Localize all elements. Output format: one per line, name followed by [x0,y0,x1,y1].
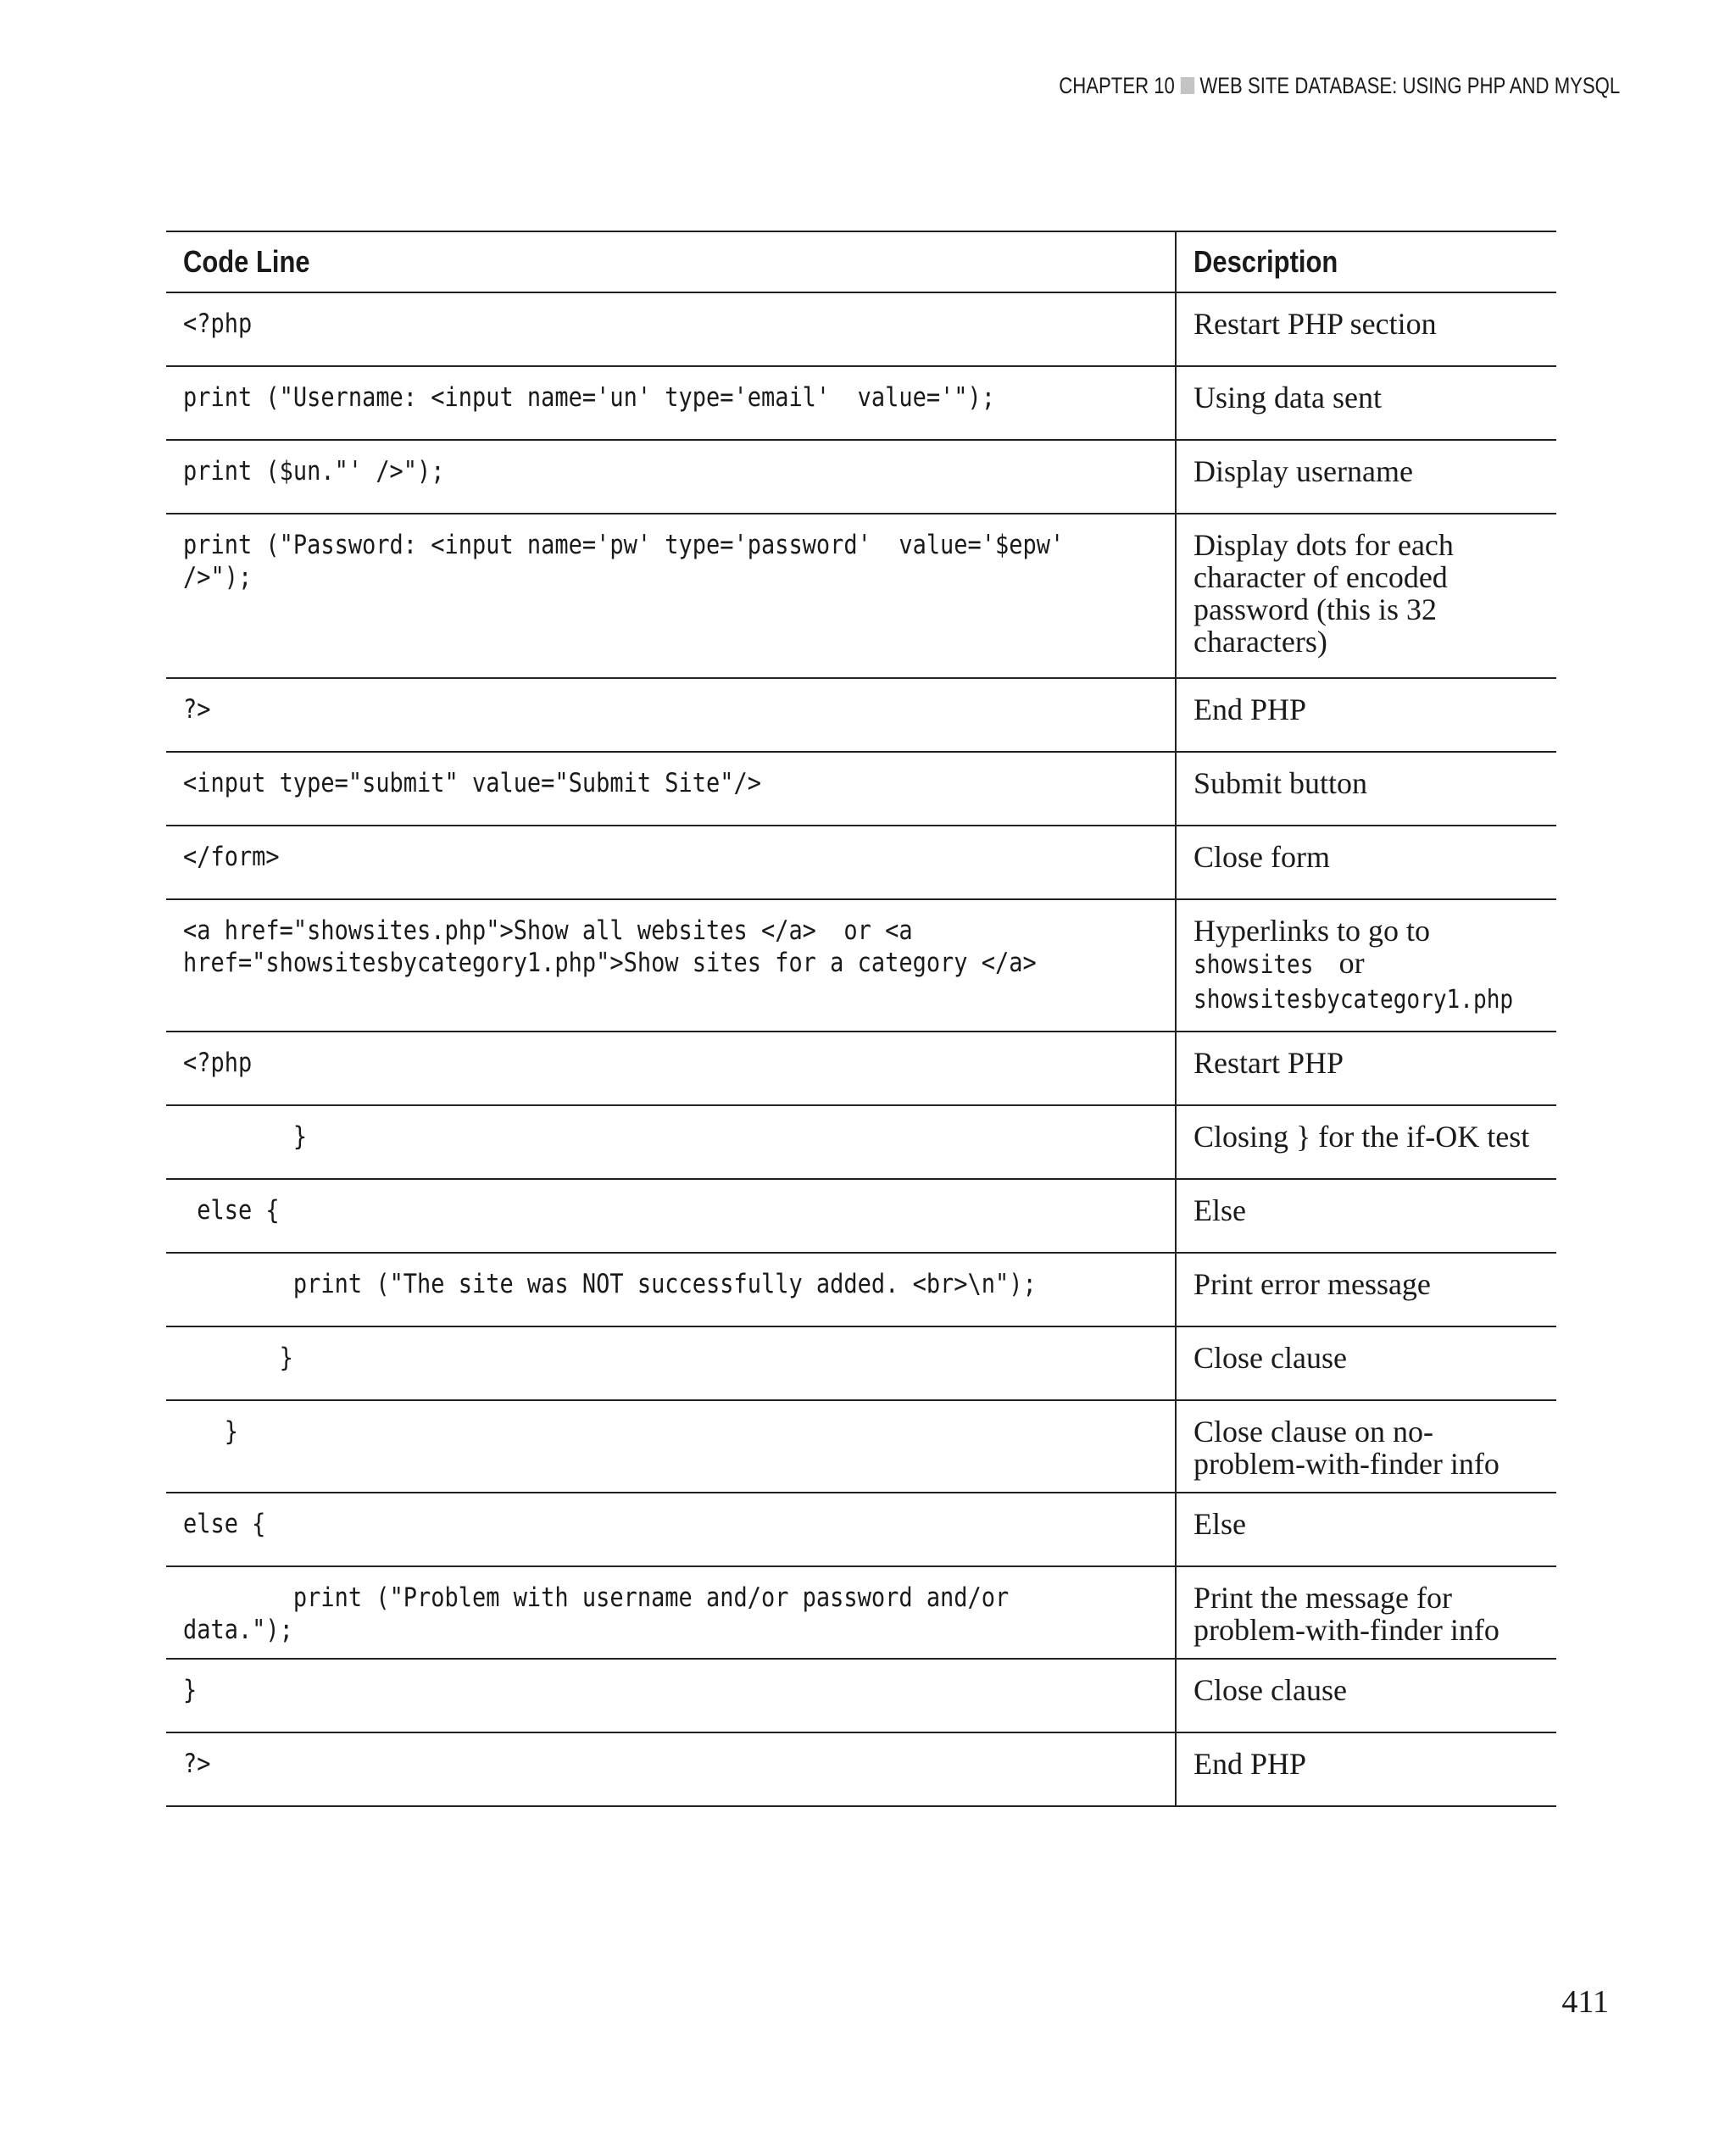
table-row [166,366,1556,440]
inline-code: showsitesbycategory1.php [1194,985,1514,1015]
code-cell: ?> [166,1732,1176,1806]
description-cell: Else [1176,1179,1556,1253]
description-cell: Submit button [1176,752,1556,826]
table-row [166,899,1556,1032]
table-row [166,1179,1556,1253]
code-cell: } [166,1326,1176,1400]
table-row [166,1326,1556,1400]
description-cell: Close form [1176,826,1556,899]
table-row [166,1732,1556,1806]
description-cell: Print error message [1176,1253,1556,1326]
description-text: Hyperlinks to go to [1194,914,1430,948]
table-row [166,1659,1556,1732]
description-text: or [1331,946,1365,980]
description-cell: Else [1176,1493,1556,1566]
table-row [166,1032,1556,1105]
column-header-description: Description [1176,231,1556,292]
table-row [166,1253,1556,1326]
description-cell: End PHP [1176,1732,1556,1806]
description-cell: Close clause [1176,1326,1556,1400]
inline-code: showsites [1194,950,1314,980]
code-cell: </form> [166,826,1176,899]
table-row [166,1566,1556,1659]
description-cell: Restart PHP section [1176,292,1556,366]
code-cell: <?php [166,292,1176,366]
table-row [166,514,1556,678]
table-header-row [166,231,1556,292]
code-cell: print ("The site was NOT successfully added. <br>\n"); [166,1253,1176,1326]
description-cell: Close clause on no-problem-with-finder info [1176,1400,1556,1493]
table-row [166,1400,1556,1493]
code-description-table [166,231,1556,1807]
running-head [1059,73,1620,99]
table-row [166,826,1556,899]
description-cell: Using data sent [1176,366,1556,440]
table-row [166,292,1556,366]
separator-square-icon [1180,77,1194,94]
code-cell: print ("Password: <input name='pw' type='password' value='$epw' />"); [166,514,1176,678]
page-number: 411 [1561,1984,1609,2020]
code-cell: print ("Username: <input name='un' type='email' value='"); [166,366,1176,440]
description-cell: Display username [1176,440,1556,514]
code-cell: ?> [166,678,1176,752]
code-cell: } [166,1659,1176,1732]
description-cell: Restart PHP [1176,1032,1556,1105]
code-cell: <a href="showsites.php">Show all websites </a> or <a href="showsitesbycategory1.php">Show sites for a category </a> [166,899,1176,1032]
description-cell: Closing } for the if-OK test [1176,1105,1556,1179]
description-cell: Print the message for problem-with-finder info [1176,1566,1556,1659]
code-cell: <input type="submit" value="Submit Site"/> [166,752,1176,826]
table-row [166,1493,1556,1566]
code-cell: <?php [166,1032,1176,1105]
table-row [166,752,1556,826]
code-cell: print ($un."' />"); [166,440,1176,514]
code-cell: } [166,1400,1176,1493]
column-header-code-line: Code Line [166,231,1176,292]
code-cell: else { [166,1179,1176,1253]
table-row [166,1105,1556,1179]
code-cell: print ("Problem with username and/or password and/or data."); [166,1566,1176,1659]
chapter-label: CHAPTER 10 [1059,73,1175,98]
table-row [166,440,1556,514]
code-cell: else { [166,1493,1176,1566]
description-cell: Close clause [1176,1659,1556,1732]
description-cell: Display dots for each character of encoded password (this is 32 characters) [1176,514,1556,678]
table-row [166,678,1556,752]
description-cell: End PHP [1176,678,1556,752]
code-cell: } [166,1105,1176,1179]
description-cell [1176,899,1556,1032]
chapter-title: WEB SITE DATABASE: USING PHP AND MYSQL [1199,73,1620,98]
